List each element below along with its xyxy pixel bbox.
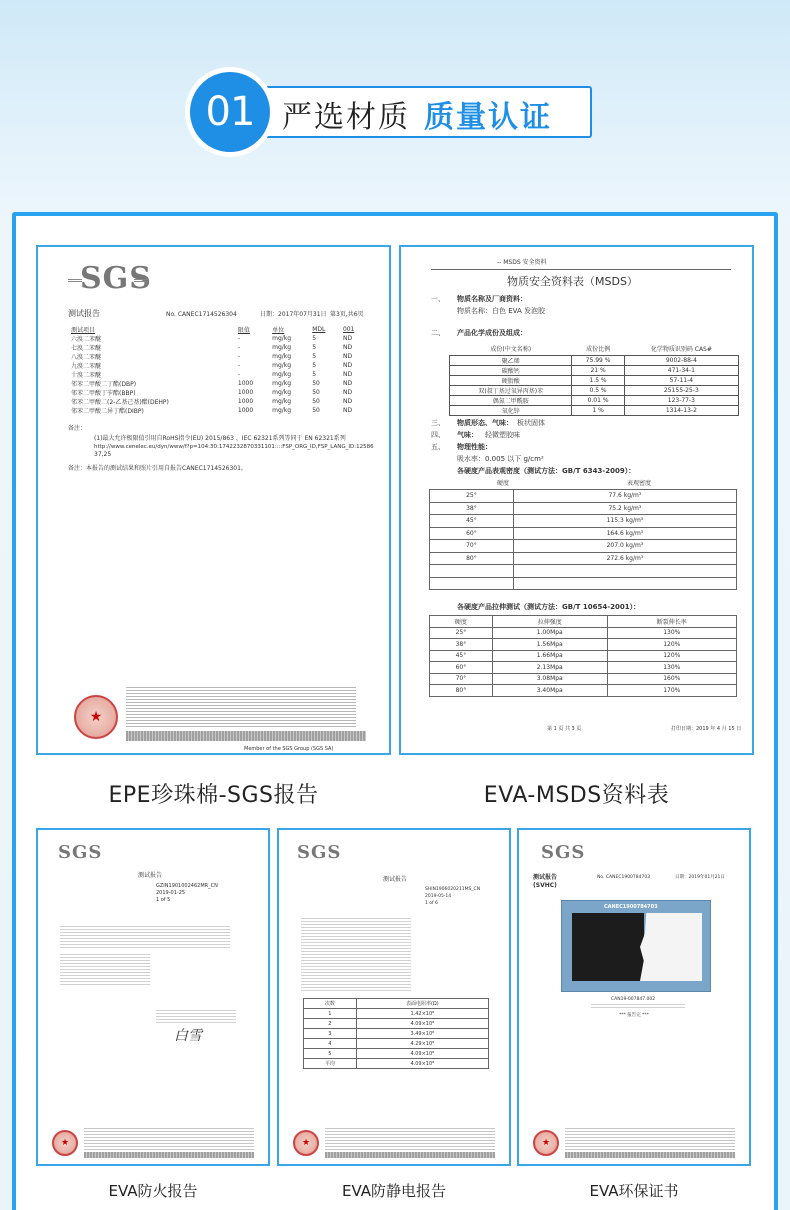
section-4-text: 气味：	[457, 431, 478, 439]
sgs-logo-lines-right	[134, 279, 148, 282]
composition-cell: 0.5 %	[572, 385, 624, 395]
sgs-results-cell: ND	[342, 371, 353, 378]
composition-row	[450, 405, 739, 415]
sgs-results-cell: mg/kg	[272, 407, 292, 414]
eva-white-sample	[640, 913, 702, 981]
resistivity-cell: 3.49×10⁸	[356, 1029, 488, 1039]
report-date: 2019-01-25	[156, 890, 186, 896]
composition-cell: 471-34-1	[624, 365, 738, 375]
sgs-results-cell: 十溴二苯醚	[71, 372, 102, 379]
composition-cell: 0.01 %	[572, 395, 624, 405]
sgs-results-cell: 5	[312, 362, 317, 369]
sgs-results-cell: 1000	[237, 398, 254, 405]
msds-top-rule	[431, 269, 731, 270]
composition-cell: 25155-25-3	[624, 385, 738, 395]
sgs-results-cell: ND	[342, 335, 353, 342]
section-1-line: 物质名称：白色 EVA 发泡胶	[457, 307, 546, 315]
tensile-cell: 80°	[430, 685, 493, 697]
report-date: 2019-05-14	[425, 894, 452, 899]
sgs-results-cell: -	[237, 353, 241, 360]
tensile-cell: 1.00Mpa	[492, 627, 607, 639]
density-header-1: 硬度	[497, 480, 510, 487]
composition-cell: 1314-13-2	[624, 405, 738, 415]
density-row	[430, 577, 737, 590]
composition-row	[450, 355, 739, 365]
fire-meta	[60, 954, 150, 986]
tensile-cell: 120%	[607, 650, 736, 662]
resistivity-row	[304, 1049, 489, 1059]
sgs-results-cell: ND	[342, 398, 353, 405]
sgs-report-card[interactable]	[36, 245, 391, 755]
sgs-footer: Member of the SGS Group (SGS SA)	[244, 746, 334, 752]
density-cell	[430, 565, 514, 578]
section-number-badge: 01	[190, 72, 270, 152]
tensile-row	[430, 662, 737, 674]
sgs-results-cell: 1000	[237, 380, 254, 387]
composition-table	[449, 343, 739, 416]
sgs-results-header-cell: MDL	[312, 326, 326, 333]
composition-grid	[449, 343, 739, 416]
density-row	[430, 552, 737, 565]
fire-caption: EVA防火报告	[108, 1182, 198, 1200]
section-header	[190, 72, 592, 152]
sgs-seal-icon: ★	[74, 695, 118, 739]
resistivity-cell: 4.09×10⁸	[356, 1049, 488, 1059]
density-cell: 164.6 kg/m³	[513, 527, 736, 540]
sgs-results-row	[68, 406, 368, 415]
tensile-cell: 38°	[430, 639, 493, 651]
resistivity-row	[304, 1029, 489, 1039]
sgs-results-header-cell: 001	[342, 326, 355, 333]
sgs-results-cell: 邻苯二甲酸丁苄酯(BBP)	[71, 390, 136, 397]
sgs-results-row	[68, 388, 368, 397]
composition-cell: 聚乙烯	[450, 355, 572, 365]
sgs-logo-lines	[68, 279, 82, 282]
antistatic-caption: EVA防静电报告	[341, 1182, 447, 1200]
photo-caption: CAN19-007847.002	[611, 997, 656, 1002]
sgs-results-cell: mg/kg	[272, 389, 292, 396]
composition-header-row	[450, 343, 739, 355]
resistivity-header-cell: 次数	[304, 999, 357, 1009]
sgs-results-cell: mg/kg	[272, 380, 292, 387]
report-page: 1 of 6	[425, 901, 438, 906]
msds-card[interactable]	[399, 245, 754, 755]
density-table	[429, 489, 737, 590]
tensile-row	[430, 627, 737, 639]
sgs-results-cell: ND	[342, 389, 353, 396]
page-footer: 第 1 页 共 3 页	[547, 726, 582, 732]
sgs-results-cell: 50	[312, 389, 320, 396]
doc-title: 测试报告	[138, 872, 163, 879]
sgs-results-cell: 六溴二苯醚	[71, 336, 102, 343]
resistivity-header-row	[304, 999, 489, 1009]
remark-line: 备注：本报告的测试结果和照片引用自报告CANEC1714526301。	[68, 465, 247, 472]
section-title-dark: 严选材质	[282, 100, 410, 135]
composition-row	[450, 375, 739, 385]
resistivity-table	[303, 998, 489, 1069]
resistivity-cell: 1	[304, 1009, 357, 1019]
composition-cell: 75.99 %	[572, 355, 624, 365]
report-date: 日期：2019年01月21日	[675, 875, 725, 880]
section-5-no: 五、	[431, 443, 445, 451]
sgs-results-cell: -	[237, 335, 241, 342]
address-band	[325, 1152, 495, 1158]
sgs-results-row	[68, 361, 368, 370]
resistivity-grid	[303, 998, 489, 1069]
report-no: GZIN1901002462MR_CN	[156, 883, 218, 889]
sgs-results-row	[68, 352, 368, 361]
composition-cell: 57-11-4	[624, 375, 738, 385]
tensile-cell: 130%	[607, 662, 736, 674]
sgs-results-cell: 5	[312, 344, 317, 351]
density-cell	[430, 577, 514, 590]
sgs-results-cell: 1000	[237, 389, 254, 396]
sgs-results-cell: 5	[312, 371, 317, 378]
section-1-title: 物质名称及厂商资料：	[457, 295, 527, 303]
doc-title: 测试报告	[533, 874, 558, 881]
tensile-row	[430, 673, 737, 685]
section-5-text: 物理性能：	[457, 443, 492, 451]
section-4-value: 轻微塑胶味	[485, 431, 520, 439]
section-title-highlight: 质量认证	[424, 100, 552, 135]
resistivity-row	[304, 1019, 489, 1029]
sgs-results-cell: 50	[312, 407, 320, 414]
density-cell: 60°	[430, 527, 514, 540]
resistivity-cell: 5	[304, 1049, 357, 1059]
fire-signer	[156, 1010, 236, 1024]
terms-fine-print	[126, 687, 356, 727]
section-4-no: 四、	[431, 431, 445, 439]
tensile-cell: 160%	[607, 673, 736, 685]
composition-cell: 1.5 %	[572, 375, 624, 385]
sgs-results-cell: mg/kg	[272, 344, 292, 351]
sgs-results-cell: 九溴二苯醚	[71, 363, 102, 370]
report-end: *** 报告完 ***	[619, 1013, 649, 1018]
seal-icon: ★	[52, 1130, 78, 1156]
tensile-header-row	[430, 616, 737, 628]
sgs-results-cell: 邻苯二甲酸二丁酯(DBP)	[71, 381, 137, 388]
photo-label: CANEC1900784703	[604, 904, 658, 910]
density-row	[430, 490, 737, 503]
density-header-2: 表观密度	[627, 480, 652, 487]
tensile-header-cell: 断裂伸长率	[607, 616, 736, 628]
sgs-results-header-cell: 测试项目	[71, 327, 96, 334]
sgs-results-cell: ND	[342, 380, 353, 387]
address-band	[126, 731, 366, 741]
address-band	[565, 1152, 735, 1158]
signature: 白雪	[174, 1028, 202, 1044]
resistivity-cell: 3	[304, 1029, 357, 1039]
tensile-title: 各硬度产品拉伸测试（测试方法：GB/T 10654-2001）：	[457, 603, 641, 611]
tensile-cell: 60°	[430, 662, 493, 674]
composition-cell: 碳酸钙	[450, 365, 572, 375]
density-row	[430, 565, 737, 578]
density-title: 各硬度产品表观密度（测试方法：GB/T 6343-2009）：	[457, 467, 636, 475]
density-cell: 45°	[430, 515, 514, 528]
sgs-results-cell: ND	[342, 407, 353, 414]
sgs-logo: SGS	[541, 842, 586, 863]
sgs-results-header-row	[68, 325, 368, 334]
tensile-cell: 70°	[430, 673, 493, 685]
sgs-results-row	[68, 370, 368, 379]
density-cell	[513, 565, 736, 578]
sgs-results-cell: 邻苯二甲酸二(2-乙基己基)酯(DEHP)	[71, 399, 169, 406]
composition-cell: 硬脂酸	[450, 375, 572, 385]
date-footer: 打印日期：2019 年 4 月 15 日	[671, 726, 742, 732]
msds-caption: EVA-MSDS资料表	[483, 783, 670, 808]
fine-print	[565, 1128, 735, 1150]
tensile-table	[429, 615, 737, 697]
sgs-results-row	[68, 334, 368, 343]
svhc-summary	[591, 1004, 685, 1008]
composition-header-cell: 成份比例	[586, 346, 611, 354]
resistivity-cell: 4.29×10⁸	[356, 1039, 488, 1049]
report-no: No. CANEC1900784703	[597, 875, 651, 880]
composition-row	[450, 365, 739, 375]
note-label: 备注：	[68, 425, 87, 432]
tensile-row	[430, 650, 737, 662]
sgs-results-grid	[68, 325, 368, 415]
msds-top-tag: -- MSDS 安全资料	[497, 259, 547, 266]
sgs-results-cell: mg/kg	[272, 335, 292, 342]
section-3-value: 板状固体	[517, 419, 545, 427]
sgs-results-cell: ND	[342, 362, 353, 369]
resistivity-cell: 4.09×10⁸	[356, 1059, 488, 1069]
density-cell	[513, 577, 736, 590]
sgs-results-cell: -	[237, 344, 241, 351]
composition-cell: 偶氮二甲酰胺	[450, 395, 572, 405]
sgs-results-header-cell: 限值	[237, 327, 250, 334]
tensile-cell: 3.08Mpa	[492, 673, 607, 685]
antistatic-details	[301, 918, 411, 992]
density-cell: 80°	[430, 552, 514, 565]
composition-header-cell: 成份(中文名称)	[490, 346, 532, 354]
antistatic-report-card[interactable]	[277, 828, 511, 1166]
tensile-grid	[429, 615, 737, 697]
sgs-results-cell: mg/kg	[272, 362, 292, 369]
density-row	[430, 515, 737, 528]
tensile-cell: 2.13Mpa	[492, 662, 607, 674]
doc-title: 测试报告	[383, 876, 408, 883]
sgs-results-cell: mg/kg	[272, 371, 292, 378]
sgs-logo: SGS	[80, 261, 152, 296]
tensile-row	[430, 639, 737, 651]
composition-row	[450, 395, 739, 405]
tensile-cell: 1.56Mpa	[492, 639, 607, 651]
sgs-results-table	[68, 325, 368, 415]
tensile-cell: 170%	[607, 685, 736, 697]
sgs-logo: SGS	[58, 842, 103, 863]
density-row	[430, 502, 737, 515]
resistivity-row	[304, 1009, 489, 1019]
tensile-cell: 1.66Mpa	[492, 650, 607, 662]
doc-title: 测试报告	[68, 309, 100, 318]
sgs-results-cell: mg/kg	[272, 398, 292, 405]
section-2-no: 二、	[431, 329, 445, 337]
sgs-results-header-cell: 单位	[272, 327, 285, 334]
density-cell: 75.2 kg/m³	[513, 502, 736, 515]
seal-icon: ★	[533, 1130, 559, 1156]
sample-photo	[561, 900, 711, 992]
tensile-cell: 130%	[607, 627, 736, 639]
density-row	[430, 527, 737, 540]
note-line-1: (1)最大允许极限值引用自RoHS指令(EU) 2015/863 、IEC 62321系列等同于 EN 62321系列	[94, 435, 346, 442]
tensile-row	[430, 685, 737, 697]
density-cell: 207.0 kg/m³	[513, 540, 736, 553]
tensile-header-cell: 拉伸强度	[492, 616, 607, 628]
report-number: No. CANEC1714526304	[166, 311, 237, 318]
section-2-title: 产品化学成份及组成：	[457, 329, 527, 337]
density-cell: 38°	[430, 502, 514, 515]
composition-row	[450, 385, 739, 395]
seal-icon: ★	[293, 1130, 319, 1156]
svhc-caption: EVA环保证书	[589, 1182, 679, 1200]
sgs-results-cell: 5	[312, 353, 317, 360]
resistivity-cell: 平均	[304, 1059, 357, 1069]
report-page: 1 of 5	[156, 897, 171, 903]
tensile-cell: 3.40Mpa	[492, 685, 607, 697]
composition-cell: 氧化锌	[450, 405, 572, 415]
composition-cell: 1 %	[572, 405, 624, 415]
sgs-results-cell: 七溴二苯醚	[71, 345, 102, 352]
sgs-results-cell: ND	[342, 344, 353, 351]
resistivity-cell: 1.42×10⁸	[356, 1009, 488, 1019]
tensile-cell: 120%	[607, 639, 736, 651]
tensile-header-cell: 硬度	[430, 616, 493, 628]
resistivity-cell: 4.09×10⁸	[356, 1019, 488, 1029]
report-no: SHIN1906020211MS_CN	[425, 887, 481, 892]
sgs-results-cell: ND	[342, 353, 353, 360]
section-3-no: 三、	[431, 419, 445, 427]
tensile-cell: 25°	[430, 627, 493, 639]
sgs-results-cell: 50	[312, 398, 320, 405]
sgs-results-cell: 1000	[237, 407, 254, 414]
note-line-3: 37,25	[94, 451, 112, 458]
fine-print	[325, 1128, 495, 1150]
density-cell: 115.3 kg/m³	[513, 515, 736, 528]
fire-details	[60, 926, 230, 950]
sgs-results-cell: mg/kg	[272, 353, 292, 360]
composition-cell: 123-77-3	[624, 395, 738, 405]
density-cell: 272.6 kg/m³	[513, 552, 736, 565]
composition-cell: 双(叔丁基过氧异丙基)苯	[450, 385, 572, 395]
sgs-results-row	[68, 397, 368, 406]
composition-cell: 21 %	[572, 365, 624, 375]
sgs-results-cell: 5	[312, 335, 317, 342]
density-grid	[429, 489, 737, 590]
sgs-results-cell: 邻苯二甲酸二异丁酯(DIBP)	[71, 408, 144, 415]
density-cell: 77.6 kg/m³	[513, 490, 736, 503]
sgs-results-cell: -	[237, 362, 241, 369]
section-title	[282, 96, 552, 135]
note-line-2: http://www.cenelec.eu/dyn/www/f?p=104:30:1742232870331101::::FSP_ORG_ID,FSP_LANG_ID:12586	[94, 444, 374, 450]
fire-report-card[interactable]	[36, 828, 270, 1166]
msds-title: 物质安全资料表（MSDS）	[507, 275, 638, 288]
density-cell: 70°	[430, 540, 514, 553]
sgs-logo: SGS	[297, 842, 342, 863]
svhc-certificate-card[interactable]	[517, 828, 751, 1166]
absorb-line: 吸水率：0.005 以下 g/cm²	[457, 455, 544, 463]
eva-black-sample	[572, 913, 644, 981]
section-1-no: 一、	[431, 295, 445, 303]
resistivity-cell: 4	[304, 1039, 357, 1049]
sgs-results-cell: 50	[312, 380, 320, 387]
composition-header-cell: 化学物质识别码 CAS#	[650, 346, 712, 354]
address-band	[84, 1152, 254, 1158]
resistivity-row	[304, 1039, 489, 1049]
resistivity-row	[304, 1059, 489, 1069]
sgs-results-cell: -	[237, 371, 241, 378]
density-cell: 25°	[430, 490, 514, 503]
sgs-results-row	[68, 379, 368, 388]
tensile-cell: 45°	[430, 650, 493, 662]
resistivity-cell: 2	[304, 1019, 357, 1029]
resistivity-header-cell: 表面电阻率(Ω)	[356, 999, 488, 1009]
composition-cell: 9002-88-4	[624, 355, 738, 365]
section-3-text: 物质形态、气味：	[457, 419, 513, 427]
density-row	[430, 540, 737, 553]
sgs-results-row	[68, 343, 368, 352]
doc-subtitle: (SVHC)	[533, 882, 557, 889]
sgs-caption: EPE珍珠棉-SGS报告	[108, 783, 319, 808]
sgs-results-cell: 八溴二苯醚	[71, 354, 102, 361]
fine-print	[84, 1128, 254, 1150]
report-date: 日期：2017年07月31日	[260, 311, 327, 318]
report-page: 第3页,共6页	[330, 311, 364, 318]
